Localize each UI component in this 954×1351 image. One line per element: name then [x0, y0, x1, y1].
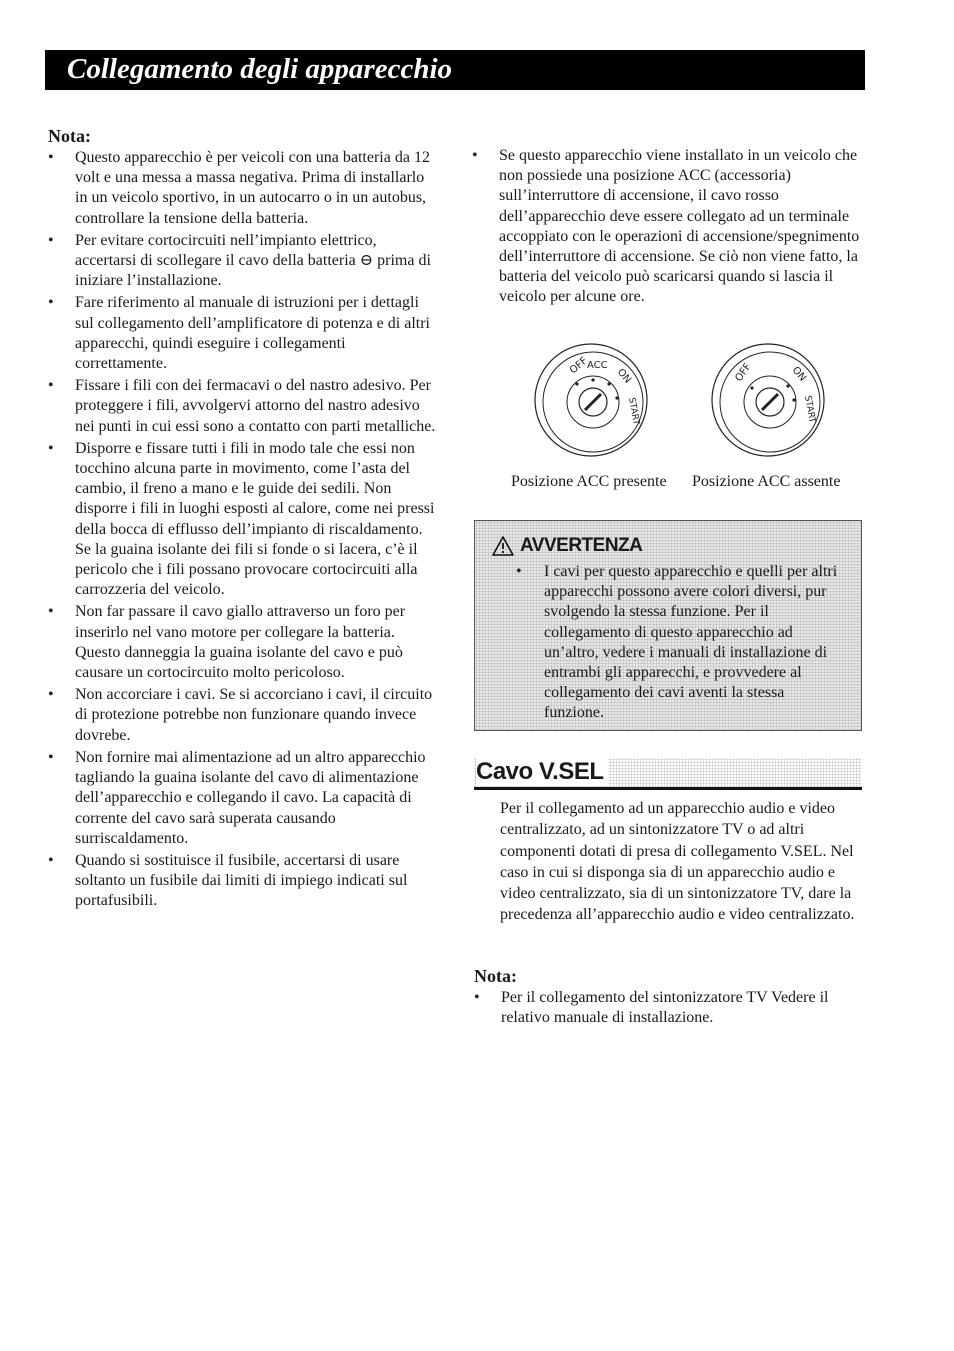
warning-title: AVVERTENZA — [520, 535, 643, 556]
start-label: START — [802, 394, 817, 424]
right-column-intro — [472, 146, 864, 310]
list-item: • Per il collegamento del sintonizzatore TV Vedere il relativo manuale di installazione. — [474, 988, 864, 1028]
nota-heading: Nota: — [474, 966, 517, 986]
list-item: • Non fornire mai alimentazione ad un altro apparecchio tagliando la guaina isolante del cavo di alimentazione dell’apparecchio e collegando il cavo. La capacità di corrente del cavo sarà superata causando surriscaldamento. — [48, 748, 438, 849]
list-item: • Non far passare il cavo giallo attraverso un foro per inserirlo nel vano motore per collegare la batteria. Questo danneggia la guaina isolante del cavo e può causare un cortocircuito molto pericoloso. — [48, 602, 438, 683]
nota-list — [48, 148, 438, 912]
warning-body — [516, 562, 846, 724]
vsel-body: Per il collegamento ad un apparecchio audio e video centralizzato, ad un sintonizzatore TV o ad altri componenti dotati di presa di collegamento V.SEL. Nel caso in cui si disponga sia di un apparecchio audio e video centralizzato, sia di un sintonizzatore TV, dare la precedenza all’apparecchio audio e video centralizzato. — [500, 800, 855, 924]
list-item: • Questo apparecchio è per veicoli con una batteria da 12 volt e una messa a massa negativa. Prima di installarlo in un veicolo sportivo, in un autocarro o in un autobus, controllare la tensione della batteria. — [48, 148, 438, 229]
vsel-nota — [474, 966, 864, 1030]
caption-acc-present: Posizione ACC presente — [511, 473, 667, 490]
list-item: • Fissare i fili con dei fermacavi o del nastro adesivo. Per proteggere i fili, avvolgervi attorno del nastro adesivo nei punti in cui essi sono a contatto con parti metalliche. — [48, 376, 438, 437]
vsel-title: Cavo V.SEL — [476, 758, 608, 786]
ignition-acc-absent-icon — [710, 340, 830, 465]
ignition-diagrams — [505, 340, 865, 500]
nota-heading: Nota: — [48, 126, 91, 146]
list-item: • Non accorciare i cavi. Se si accorciano i cavi, il circuito di protezione potrebbe non funzionare quando invece dovrebe. — [48, 685, 438, 746]
warning-box — [474, 520, 862, 731]
caption-acc-absent: Posizione ACC assente — [692, 473, 841, 490]
off-label: OFF — [733, 361, 754, 384]
left-column — [48, 126, 438, 914]
on-label: ON — [614, 366, 634, 386]
warning-triangle-icon — [492, 536, 514, 556]
list-item: • Fare riferimento al manuale di istruzioni per i dettagli sul collegamento dell’amplificatore di potenza e di altri apparecchi, quindi eseguire i collegamenti correttamente. — [48, 293, 438, 374]
list-item: • Disporre e fissare tutti i fili in modo tale che essi non tocchino alcuna parte in movimento, come l’asta del cambio, il freno a mano e le guide dei sedili. Non disporre i fili in luoghi esposti al calore, come nei pressi della bocca di efflusso dell’impianto di riscaldamento. Se la guaina isolante dei fili si fonde o si lacera, c’è il pericolo che i fili possano provocare cortocircuiti alla carrozzeria del veicolo. — [48, 439, 438, 601]
vsel-section-header — [474, 758, 862, 790]
warning-heading — [492, 535, 642, 557]
list-item: • Quando si sostituisce il fusibile, accertarsi di usare soltanto un fusibile dai limiti di impiego indicati sul portafusibili. — [48, 851, 438, 912]
on-label: ON — [789, 364, 809, 384]
warning-text: I cavi per questo apparecchio e quelli per altri apparecchi possono avere colori diversi, pur svolgendo la stessa funzione. Per il collegamento di questo apparecchio ad un’altro, vedere i manuali di installazione di entrambi gli apparecchi, e provvedere al collegamento dei cavi aventi la stessa funzione. — [544, 563, 838, 722]
acc-note-item: • Se questo apparecchio viene installato in un veicolo che non possiede una posizione ACC (accessoria) sull’interruttore di accensione, il cavo rosso dell’apparecchio deve essere collegato ad un terminale accoppiato con le operazioni di accensione/spegnimento dell’interruttore di accensione. Se ciò non viene fatto, la batteria del veicolo può scaricarsi quando si lascia il veicolo per alcune ore. — [472, 146, 864, 308]
ignition-acc-present-icon — [533, 340, 653, 465]
start-label: START — [626, 396, 641, 426]
header-bar — [45, 50, 865, 90]
warning-bullet: • — [516, 563, 522, 580]
page-title: Collegamento degli apparecchio — [67, 53, 453, 85]
list-item: • Per evitare cortocircuiti nell’impianto elettrico, accertarsi di scollegare il cavo della batteria ⊖ prima di iniziare l’installazione. — [48, 231, 438, 292]
acc-label: ACC — [587, 360, 608, 371]
off-label: OFF — [567, 355, 590, 377]
